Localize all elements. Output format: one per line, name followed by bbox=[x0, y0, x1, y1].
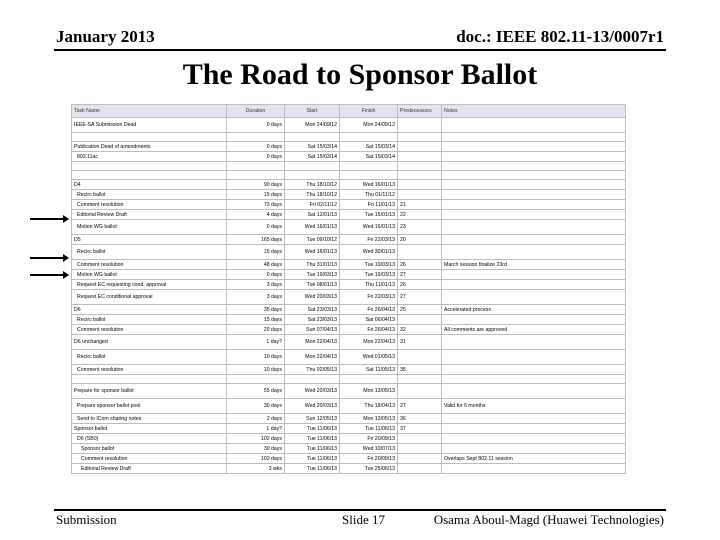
predecessors-cell bbox=[398, 384, 442, 399]
table-row-blank bbox=[72, 133, 626, 142]
table-row bbox=[72, 434, 626, 444]
predecessors-cell: 21 bbox=[398, 200, 442, 210]
finish-cell: Wed 30/01/13 bbox=[340, 245, 398, 260]
notes-cell bbox=[442, 190, 626, 200]
start-cell: Thu 18/10/12 bbox=[285, 190, 340, 200]
predecessors-cell: 31 bbox=[398, 335, 442, 350]
table-row bbox=[72, 325, 626, 335]
predecessors-cell bbox=[398, 142, 442, 152]
duration-cell: 0 days bbox=[227, 142, 285, 152]
slide-title: The Road to Sponsor Ballot bbox=[182, 58, 538, 91]
task-name-cell: Editorial Review Draft bbox=[72, 464, 227, 474]
start-cell: Thu 02/05/13 bbox=[285, 365, 340, 375]
finish-cell: Mon 22/04/13 bbox=[340, 335, 398, 350]
footer-slide-number: Slide 17 bbox=[342, 512, 385, 527]
table-row bbox=[72, 335, 626, 350]
task-name-cell: Prepare for sponsor ballot bbox=[72, 384, 227, 399]
notes-cell bbox=[442, 444, 626, 454]
finish-cell: Fri 20/09/13 bbox=[340, 434, 398, 444]
finish-cell: Sat 15/03/14 bbox=[340, 142, 398, 152]
duration-cell: 2 days bbox=[227, 414, 285, 424]
start-cell: Wed 16/01/13 bbox=[285, 245, 340, 260]
table-row bbox=[72, 180, 626, 190]
notes-cell bbox=[442, 384, 626, 399]
finish-cell: Mon 13/05/13 bbox=[340, 414, 398, 424]
footer-author: Osama Aboul-Magd (Huawei Technologies) bbox=[433, 512, 664, 527]
predecessors-cell: 25 bbox=[398, 305, 442, 315]
predecessors-cell bbox=[398, 180, 442, 190]
duration-cell bbox=[227, 133, 285, 142]
predecessors-cell bbox=[398, 454, 442, 464]
notes-cell bbox=[442, 270, 626, 280]
start-cell: Thu 31/01/13 bbox=[285, 260, 340, 270]
finish-cell: Fri 11/01/13 bbox=[340, 200, 398, 210]
start-cell: Tue 09/10/12 bbox=[285, 235, 340, 245]
duration-cell: 15 days bbox=[227, 190, 285, 200]
predecessors-cell bbox=[398, 152, 442, 162]
duration-cell: 35 days bbox=[227, 305, 285, 315]
duration-cell: 102 days bbox=[227, 434, 285, 444]
col-header-task-name: Task Name bbox=[72, 105, 227, 118]
notes-cell: March session finalize 23rd bbox=[442, 260, 626, 270]
duration-cell bbox=[227, 162, 285, 171]
notes-cell bbox=[442, 414, 626, 424]
duration-cell: 30 days bbox=[227, 399, 285, 414]
duration-cell: 3 wks bbox=[227, 464, 285, 474]
task-name-cell: Prepare sponsor ballot pool bbox=[72, 399, 227, 414]
start-cell: Wed 20/03/13 bbox=[285, 399, 340, 414]
table-row-blank bbox=[72, 162, 626, 171]
table-row bbox=[72, 220, 626, 235]
task-name-cell: Editorial Review Draft bbox=[72, 210, 227, 220]
table-row bbox=[72, 305, 626, 315]
predecessors-cell bbox=[398, 315, 442, 325]
predecessors-cell: 32 bbox=[398, 325, 442, 335]
table-row bbox=[72, 142, 626, 152]
predecessors-cell: 26 bbox=[398, 260, 442, 270]
notes-cell bbox=[442, 118, 626, 133]
start-cell: Tue 19/03/13 bbox=[285, 270, 340, 280]
predecessors-cell: 27 bbox=[398, 399, 442, 414]
col-header-finish: Finish bbox=[340, 105, 398, 118]
predecessors-cell: 37 bbox=[398, 424, 442, 434]
table-row bbox=[72, 118, 626, 133]
notes-cell bbox=[442, 200, 626, 210]
task-name-cell: Sponsor ballot bbox=[72, 424, 227, 434]
schedule-table-container bbox=[71, 104, 625, 474]
table-row bbox=[72, 399, 626, 414]
finish-cell: Thu 11/01/13 bbox=[340, 280, 398, 290]
duration-cell: 0 days bbox=[227, 152, 285, 162]
table-row bbox=[72, 464, 626, 474]
predecessors-cell bbox=[398, 171, 442, 180]
notes-cell bbox=[442, 152, 626, 162]
start-cell: Sat 23/03/13 bbox=[285, 315, 340, 325]
task-name-cell: Comment resolution bbox=[72, 365, 227, 375]
finish-cell: Wed 01/05/13 bbox=[340, 350, 398, 365]
start-cell bbox=[285, 133, 340, 142]
duration-cell: 0 days bbox=[227, 220, 285, 235]
task-name-cell: Send to ICom sharing notes bbox=[72, 414, 227, 424]
finish-cell: Mon 13/05/13 bbox=[340, 384, 398, 399]
finish-cell: Wed 16/01/13 bbox=[340, 180, 398, 190]
right-arrow-icon bbox=[30, 257, 64, 259]
finish-cell bbox=[340, 133, 398, 142]
duration-cell: 15 days bbox=[227, 315, 285, 325]
table-row bbox=[72, 280, 626, 290]
start-cell: Tue 11/06/13 bbox=[285, 424, 340, 434]
task-name-cell: Comment resolution bbox=[72, 325, 227, 335]
finish-cell: Tue 19/03/13 bbox=[340, 270, 398, 280]
task-name-cell: Comment resolution bbox=[72, 454, 227, 464]
duration-cell: 165 days bbox=[227, 235, 285, 245]
start-cell: Sat 12/01/13 bbox=[285, 210, 340, 220]
table-body bbox=[72, 118, 626, 474]
predecessors-cell bbox=[398, 118, 442, 133]
start-cell: Fri 02/11/12 bbox=[285, 200, 340, 210]
predecessors-cell bbox=[398, 434, 442, 444]
predecessors-cell: 27 bbox=[398, 290, 442, 305]
task-name-cell: D6 bbox=[72, 305, 227, 315]
duration-cell bbox=[227, 375, 285, 384]
start-cell bbox=[285, 375, 340, 384]
finish-cell: Thu 01/11/12 bbox=[340, 190, 398, 200]
task-name-cell: Motion WG ballot bbox=[72, 270, 227, 280]
start-cell: Tue 08/01/13 bbox=[285, 280, 340, 290]
table-row bbox=[72, 152, 626, 162]
predecessors-cell bbox=[398, 375, 442, 384]
notes-cell bbox=[442, 464, 626, 474]
start-cell: Wed 16/01/13 bbox=[285, 220, 340, 235]
table-row bbox=[72, 414, 626, 424]
task-name-cell: Recirc ballot bbox=[72, 190, 227, 200]
predecessors-cell bbox=[398, 245, 442, 260]
duration-cell: 90 days bbox=[227, 180, 285, 190]
task-name-cell bbox=[72, 162, 227, 171]
schedule-table bbox=[71, 104, 626, 474]
start-cell: Tue 11/06/13 bbox=[285, 434, 340, 444]
notes-cell bbox=[442, 350, 626, 365]
finish-cell: Tue 25/06/13 bbox=[340, 464, 398, 474]
task-name-cell: Publication Dead of amendments bbox=[72, 142, 227, 152]
finish-cell: Fri 22/03/13 bbox=[340, 290, 398, 305]
duration-cell: 73 days bbox=[227, 200, 285, 210]
footer-divider bbox=[54, 509, 666, 511]
table-row bbox=[72, 384, 626, 399]
task-name-cell: IEEE-SA Submission Dead bbox=[72, 118, 227, 133]
table-row bbox=[72, 270, 626, 280]
notes-cell: Valid for 6 months bbox=[442, 399, 626, 414]
finish-cell: Tue 19/03/13 bbox=[340, 260, 398, 270]
start-cell: Thu 18/10/12 bbox=[285, 180, 340, 190]
duration-cell: 3 days bbox=[227, 290, 285, 305]
task-name-cell: D4 bbox=[72, 180, 227, 190]
task-name-cell: Motion WG ballot bbox=[72, 220, 227, 235]
start-cell: Tue 11/06/13 bbox=[285, 444, 340, 454]
predecessors-cell bbox=[398, 190, 442, 200]
notes-cell bbox=[442, 210, 626, 220]
col-header-predecessors: Predecessors bbox=[398, 105, 442, 118]
notes-cell bbox=[442, 235, 626, 245]
notes-cell bbox=[442, 133, 626, 142]
start-cell: Sat 15/03/14 bbox=[285, 152, 340, 162]
task-name-cell bbox=[72, 171, 227, 180]
table-row bbox=[72, 235, 626, 245]
right-arrow-icon bbox=[30, 218, 64, 220]
finish-cell: Sat 06/04/13 bbox=[340, 315, 398, 325]
header-divider bbox=[54, 49, 666, 51]
finish-cell: Thu 18/04/13 bbox=[340, 399, 398, 414]
start-cell bbox=[285, 171, 340, 180]
task-name-cell bbox=[72, 133, 227, 142]
duration-cell: 0 days bbox=[227, 270, 285, 280]
start-cell: Mon 22/04/13 bbox=[285, 350, 340, 365]
table-row bbox=[72, 424, 626, 434]
duration-cell: 48 days bbox=[227, 260, 285, 270]
table-row bbox=[72, 210, 626, 220]
finish-cell: Fri 26/04/13 bbox=[340, 305, 398, 315]
notes-cell bbox=[442, 180, 626, 190]
start-cell: Sun 12/05/13 bbox=[285, 414, 340, 424]
start-cell: Tue 11/06/13 bbox=[285, 464, 340, 474]
footer-submission: Submission bbox=[56, 512, 117, 527]
col-header-notes: Notes bbox=[442, 105, 626, 118]
task-name-cell: Comment resolution bbox=[72, 200, 227, 210]
right-arrow-icon bbox=[30, 274, 64, 276]
duration-cell: 1 day? bbox=[227, 424, 285, 434]
start-cell: Sat 23/03/13 bbox=[285, 305, 340, 315]
notes-cell: Accelerated process bbox=[442, 305, 626, 315]
finish-cell: Tue 11/06/13 bbox=[340, 424, 398, 434]
table-header-row bbox=[72, 105, 626, 118]
finish-cell: Sat 15/03/14 bbox=[340, 152, 398, 162]
finish-cell: Sat 11/05/13 bbox=[340, 365, 398, 375]
start-cell: Mon 22/04/13 bbox=[285, 335, 340, 350]
table-row bbox=[72, 350, 626, 365]
notes-cell bbox=[442, 315, 626, 325]
duration-cell: 10 days bbox=[227, 350, 285, 365]
finish-cell: Fri 26/04/13 bbox=[340, 325, 398, 335]
finish-cell: Tue 15/01/13 bbox=[340, 210, 398, 220]
task-name-cell: D5 bbox=[72, 235, 227, 245]
start-cell: Sun 07/04/13 bbox=[285, 325, 340, 335]
start-cell bbox=[285, 162, 340, 171]
predecessors-cell: 20 bbox=[398, 235, 442, 245]
predecessors-cell: 22 bbox=[398, 210, 442, 220]
notes-cell bbox=[442, 162, 626, 171]
duration-cell: 4 days bbox=[227, 210, 285, 220]
task-name-cell: 802.11ac bbox=[72, 152, 227, 162]
duration-cell: 30 days bbox=[227, 444, 285, 454]
table-row bbox=[72, 260, 626, 270]
notes-cell bbox=[442, 290, 626, 305]
start-cell: Mon 24/09/12 bbox=[285, 118, 340, 133]
notes-cell bbox=[442, 220, 626, 235]
duration-cell: 10 days bbox=[227, 365, 285, 375]
task-name-cell: Comment resolution bbox=[72, 260, 227, 270]
table-row bbox=[72, 365, 626, 375]
notes-cell bbox=[442, 375, 626, 384]
notes-cell bbox=[442, 245, 626, 260]
task-name-cell: Recirc ballot bbox=[72, 350, 227, 365]
finish-cell: Fri 22/03/13 bbox=[340, 235, 398, 245]
notes-cell bbox=[442, 280, 626, 290]
task-name-cell: Request EC requesting cond. approval bbox=[72, 280, 227, 290]
finish-cell: Fri 20/09/13 bbox=[340, 454, 398, 464]
start-cell: Sat 15/03/14 bbox=[285, 142, 340, 152]
table-row bbox=[72, 190, 626, 200]
predecessors-cell bbox=[398, 444, 442, 454]
table-row bbox=[72, 315, 626, 325]
duration-cell: 20 days bbox=[227, 325, 285, 335]
task-name-cell bbox=[72, 375, 227, 384]
table-row bbox=[72, 200, 626, 210]
notes-cell bbox=[442, 424, 626, 434]
predecessors-cell: 35 bbox=[398, 365, 442, 375]
predecessors-cell: 26 bbox=[398, 280, 442, 290]
notes-cell bbox=[442, 434, 626, 444]
notes-cell bbox=[442, 365, 626, 375]
notes-cell bbox=[442, 335, 626, 350]
notes-cell: Overlaps Sept 802.11 session bbox=[442, 454, 626, 464]
task-name-cell: D6 (SB0) bbox=[72, 434, 227, 444]
predecessors-cell bbox=[398, 162, 442, 171]
finish-cell: Wed 16/01/13 bbox=[340, 220, 398, 235]
predecessors-cell: 36 bbox=[398, 414, 442, 424]
finish-cell bbox=[340, 171, 398, 180]
notes-cell: All comments are approved bbox=[442, 325, 626, 335]
task-name-cell: D6 unchanged bbox=[72, 335, 227, 350]
table-row bbox=[72, 290, 626, 305]
duration-cell bbox=[227, 171, 285, 180]
task-name-cell: Sponsor ballot bbox=[72, 444, 227, 454]
predecessors-cell bbox=[398, 133, 442, 142]
duration-cell: 1 day? bbox=[227, 335, 285, 350]
task-name-cell: Request EC conditional approval bbox=[72, 290, 227, 305]
task-name-cell: Recirc ballot bbox=[72, 315, 227, 325]
task-name-cell: Recirc ballot bbox=[72, 245, 227, 260]
col-header-start: Start bbox=[285, 105, 340, 118]
finish-cell bbox=[340, 375, 398, 384]
start-cell: Tue 11/06/13 bbox=[285, 454, 340, 464]
start-cell: Wed 20/03/13 bbox=[285, 290, 340, 305]
predecessors-cell: 23 bbox=[398, 220, 442, 235]
predecessors-cell bbox=[398, 350, 442, 365]
duration-cell: 55 days bbox=[227, 384, 285, 399]
header-doc-id: doc.: IEEE 802.11-13/0007r1 bbox=[456, 27, 664, 46]
table-row bbox=[72, 444, 626, 454]
col-header-duration: Duration bbox=[227, 105, 285, 118]
finish-cell: Wed 10/07/13 bbox=[340, 444, 398, 454]
notes-cell bbox=[442, 142, 626, 152]
duration-cell: 102 days bbox=[227, 454, 285, 464]
start-cell: Wed 20/03/13 bbox=[285, 384, 340, 399]
duration-cell: 3 days bbox=[227, 280, 285, 290]
table-row-blank bbox=[72, 171, 626, 180]
finish-cell bbox=[340, 162, 398, 171]
duration-cell: 15 days bbox=[227, 245, 285, 260]
predecessors-cell bbox=[398, 464, 442, 474]
notes-cell bbox=[442, 171, 626, 180]
duration-cell: 0 days bbox=[227, 118, 285, 133]
predecessors-cell: 27 bbox=[398, 270, 442, 280]
table-row bbox=[72, 245, 626, 260]
finish-cell: Mon 24/09/12 bbox=[340, 118, 398, 133]
table-row-blank bbox=[72, 375, 626, 384]
header-date: January 2013 bbox=[56, 27, 155, 46]
table-row bbox=[72, 454, 626, 464]
